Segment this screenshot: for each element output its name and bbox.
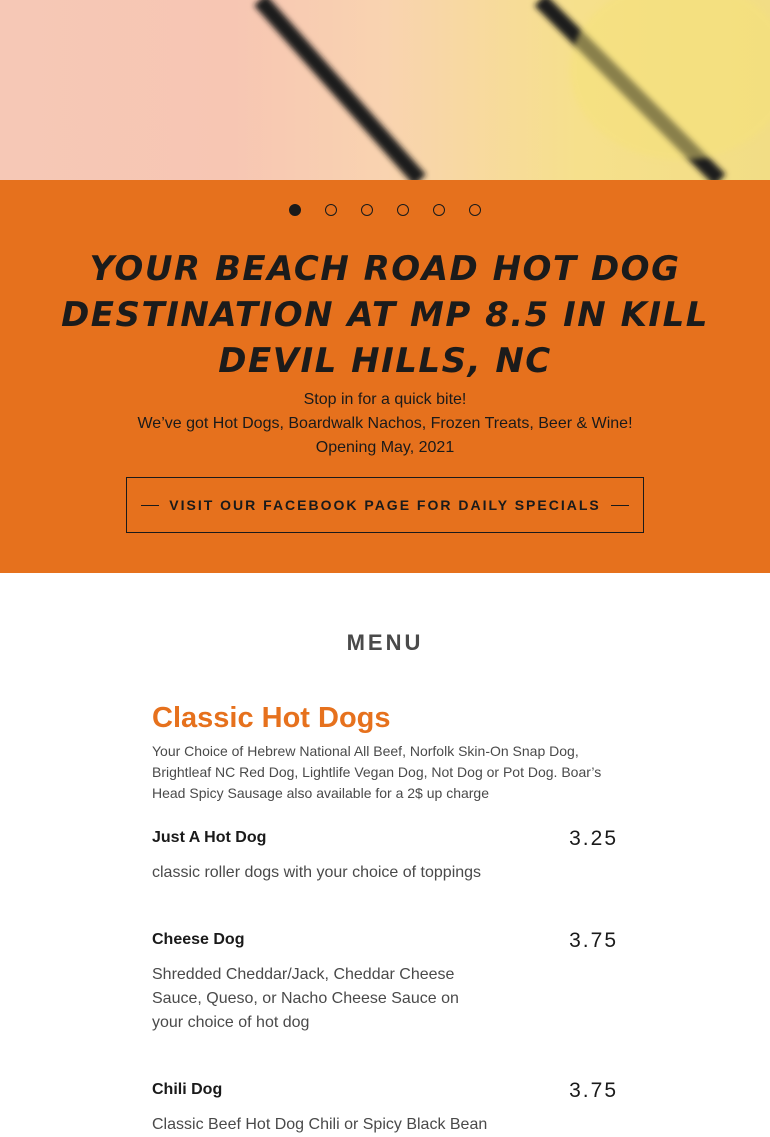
carousel-dot-4[interactable] [397, 204, 409, 216]
carousel-dot-3[interactable] [361, 204, 373, 216]
menu-item-description: Shredded Cheddar/Jack, Cheddar Cheese Sauce, Queso, or Nacho Cheese Sauce on your choice of hot dog [152, 966, 459, 1031]
menu-item [152, 931, 618, 1035]
menu-item-name: Cheese Dog [152, 931, 245, 948]
facebook-specials-label: VISIT OUR FACEBOOK PAGE FOR DAILY SPECIALS [169, 497, 601, 513]
carousel-dot-2[interactable] [325, 204, 337, 216]
hero-image [0, 0, 770, 180]
menu-item-price: 3.25 [569, 827, 618, 850]
menu-item-price: 3.75 [569, 1079, 618, 1102]
menu-item-price: 3.75 [569, 929, 618, 952]
tagline-line: We’ve got Hot Dogs, Boardwalk Nachos, Frozen Treats, Beer & Wine! [137, 415, 633, 432]
carousel-dot-1[interactable] [289, 204, 301, 216]
dash-decoration [611, 505, 629, 506]
hero-headline: YOUR BEACH ROAD HOT DOG DESTINATION AT MP 8.5 IN KILL DEVIL HILLS, NC [61, 249, 709, 381]
menu-item-description: Classic Beef Hot Dog Chili or Spicy Black Bean [152, 1116, 488, 1133]
dash-decoration [141, 505, 159, 506]
menu-section-description: Your Choice of Hebrew National All Beef, Norfolk Skin-On Snap Dog, Brightleaf NC Red Dog, Lightlife Vegan Dog, Not Dog or Pot Dog. Boar’s Head Spicy Sausage also available for a 2$ up charge [152, 743, 602, 801]
hero-photo-graphic [0, 0, 770, 180]
menu-item [152, 1081, 618, 1137]
tagline-line: Opening May, 2021 [315, 439, 455, 456]
menu-item [152, 829, 618, 885]
menu-item-name: Chili Dog [152, 1081, 223, 1098]
carousel-dot-5[interactable] [433, 204, 445, 216]
facebook-specials-button[interactable] [126, 477, 644, 533]
carousel-dots [0, 204, 770, 216]
menu-section-title: Classic Hot Dogs [152, 702, 391, 734]
hero-section [0, 180, 770, 573]
tagline-line: Stop in for a quick bite! [303, 391, 467, 408]
menu-item-description: classic roller dogs with your choice of toppings [152, 864, 482, 881]
carousel-dot-6[interactable] [469, 204, 481, 216]
menu-heading: MENU [346, 630, 424, 655]
hero-tagline [0, 388, 770, 460]
menu-item-name: Just A Hot Dog [152, 829, 267, 846]
